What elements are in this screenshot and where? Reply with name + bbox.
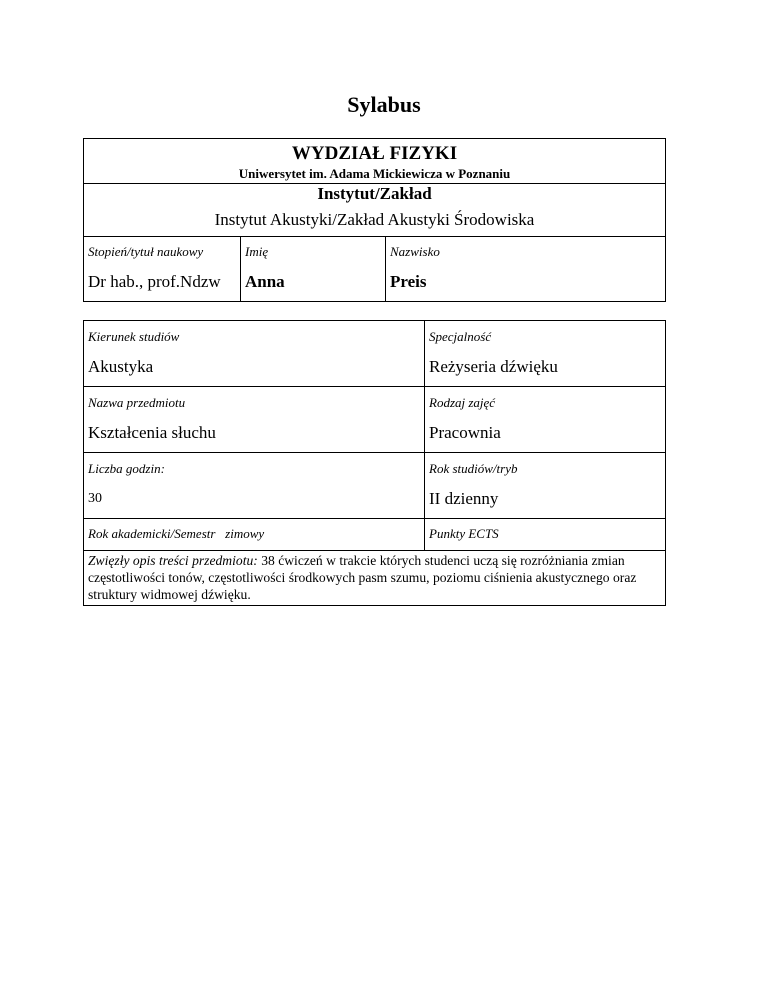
description-text: 38 ćwiczeń w trakcie których studenci uczą się rozróżniania zmian częstotliwości tonów, częstotliwości środkowych pasm szumu, poziomu ciśnienia akustycznego oraz struktury widmowej dźwięku. [88, 553, 637, 602]
semester-cell [84, 519, 425, 550]
hours-cell [84, 453, 425, 518]
table-row [84, 453, 665, 519]
institute-value: Instytut Akustyki/Zakład Akustyki Środowiska [214, 210, 535, 229]
year-label: Rok studiów/tryb [429, 461, 518, 476]
page-title: Sylabus [347, 92, 421, 117]
firstname-value: Anna [245, 272, 285, 291]
firstname-label: Imię [245, 244, 269, 259]
description-label: Zwięzły opis treści przedmiotu: [88, 553, 258, 568]
ects-cell [425, 519, 665, 550]
ects-label: Punkty ECTS [429, 526, 499, 541]
degree-label: Stopień/tytuł naukowy [88, 244, 204, 259]
subject-label: Nazwa przedmiotu [88, 395, 186, 410]
table-row [84, 387, 665, 453]
university-name: Uniwersytet im. Adama Mickiewicza w Poznaniu [238, 166, 511, 181]
surname-value: Preis [390, 272, 427, 291]
subject-value: Kształcenia słuchu [88, 423, 216, 442]
faculty-row [84, 139, 665, 184]
specialty-cell [425, 321, 665, 386]
institute-label: Instytut/Zakład [317, 184, 432, 203]
faculty-header-table [83, 138, 666, 302]
table-row [84, 519, 665, 551]
surname-label: Nazwisko [390, 244, 440, 259]
field-label: Kierunek studiów [88, 329, 180, 344]
surname-cell [386, 236, 665, 302]
field-value: Akustyka [88, 357, 154, 376]
firstname-cell [241, 236, 386, 302]
course-details-table [83, 320, 666, 606]
class-type-cell [425, 387, 665, 452]
degree-value: Dr hab., prof.Ndzw [88, 272, 221, 291]
degree-cell [84, 236, 241, 302]
institute-row [84, 183, 665, 237]
specialty-label: Specjalność [429, 329, 492, 344]
specialty-value: Reżyseria dźwięku [429, 357, 558, 376]
year-value: II dzienny [429, 489, 499, 508]
class-type-label: Rodzaj zajęć [429, 395, 496, 410]
hours-value: 30 [88, 491, 102, 506]
year-cell [425, 453, 665, 518]
course-description [88, 552, 661, 603]
table-row [84, 321, 665, 387]
class-type-value: Pracownia [429, 423, 501, 442]
hours-label: Liczba godzin: [88, 461, 165, 476]
field-cell [84, 321, 425, 386]
subject-cell [84, 387, 425, 452]
faculty-name: WYDZIAŁ FIZYKI [291, 143, 458, 164]
semester-label: Rok akademicki/Semestr zimowy [88, 526, 265, 541]
